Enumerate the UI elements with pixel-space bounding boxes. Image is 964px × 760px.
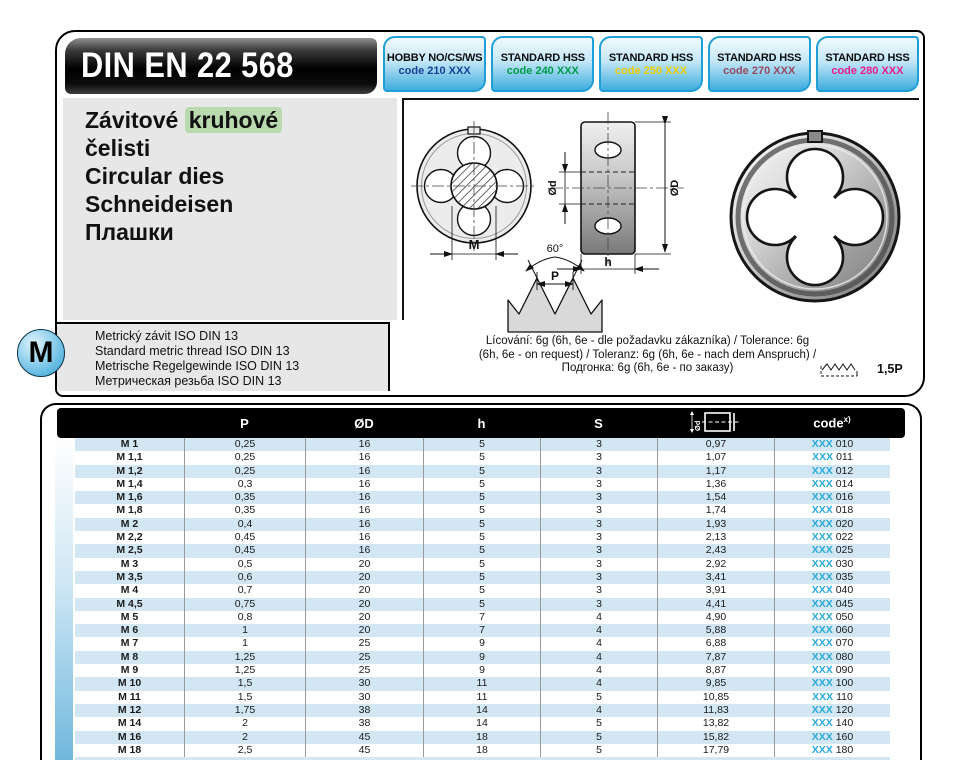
table-row: [75, 691, 890, 704]
tab-code: code 280 XXX: [831, 64, 904, 77]
code-prefix: XXX: [811, 610, 833, 623]
value-cell: 0,45: [184, 531, 305, 544]
code-cell: XXX 022: [774, 531, 890, 544]
code-prefix: XXX: [811, 597, 833, 610]
table-row: [75, 465, 890, 478]
tab-code: code 270 XXX: [723, 64, 796, 77]
code-cell: XXX 014: [774, 478, 890, 491]
value-cell: 9,85: [657, 677, 774, 690]
value-cell: 3: [540, 478, 657, 491]
value-cell: 0,35: [184, 504, 305, 517]
table-row: [75, 544, 890, 557]
value-cell: 4: [540, 611, 657, 624]
value-cell: 17,79: [657, 744, 774, 757]
value-cell: 4: [540, 637, 657, 650]
col-height: h: [477, 415, 486, 431]
value-cell: 5: [540, 744, 657, 757]
value-cell: 5: [423, 491, 540, 504]
value-cell: 20: [305, 571, 423, 584]
value-cell: 11: [423, 677, 540, 690]
value-cell: 2,43: [657, 544, 774, 557]
table-row: [75, 637, 890, 650]
code-prefix: XXX: [811, 664, 833, 677]
chamfer-value: 1,5P: [877, 362, 903, 376]
value-cell: 0,35: [184, 491, 305, 504]
product-tab: [383, 36, 486, 92]
code-cell: XXX 030: [774, 558, 890, 571]
code-prefix: XXX: [811, 637, 833, 650]
value-cell: 1,5: [184, 691, 305, 704]
panel-divider-vertical: [402, 98, 404, 320]
table-row: [75, 531, 890, 544]
value-cell: 4: [540, 624, 657, 637]
code-prefix: XXX: [811, 544, 833, 557]
col-pitch: P: [240, 415, 249, 431]
value-cell: 20: [305, 611, 423, 624]
value-cell: 25: [305, 637, 423, 650]
code-prefix: XXX: [811, 557, 833, 570]
tab-title: STANDARD HSS: [717, 51, 802, 64]
code-prefix: XXX: [811, 570, 833, 583]
code-prefix: XXX: [812, 690, 834, 703]
value-cell: 3: [540, 571, 657, 584]
code-cell: XXX 011: [774, 451, 890, 464]
svg-text:60°: 60°: [546, 243, 564, 255]
table-row: [75, 598, 890, 611]
value-cell: 2,13: [657, 531, 774, 544]
value-cell: 5: [423, 598, 540, 611]
value-cell: 18: [423, 731, 540, 744]
value-cell: 38: [305, 704, 423, 717]
product-tab: [491, 36, 594, 92]
value-cell: 7,87: [657, 651, 774, 664]
col-outer-diameter: ØD: [354, 415, 374, 431]
value-cell: 5: [423, 544, 540, 557]
value-cell: 13,82: [657, 717, 774, 730]
table-row: [75, 664, 890, 677]
value-cell: 1,36: [657, 478, 774, 491]
table-row: [75, 731, 890, 744]
value-cell: 0,75: [184, 598, 305, 611]
size-cell: M 1,6: [116, 491, 143, 504]
standard-line: Metrický závit ISO DIN 13: [95, 329, 239, 343]
tab-code: code 210 XXX: [398, 64, 471, 77]
svg-text:P: P: [550, 269, 560, 283]
value-cell: 11,83: [657, 704, 774, 717]
title-line-cz2: čelisti: [85, 135, 151, 161]
tolerance-line: Подгонка: 6g (6h, 6e - по заказу): [561, 362, 734, 374]
value-cell: 5: [423, 531, 540, 544]
value-cell: 20: [305, 584, 423, 597]
value-cell: 16: [305, 491, 423, 504]
value-cell: 5: [423, 558, 540, 571]
value-cell: 2: [184, 731, 305, 744]
code-cell: XXX 100: [774, 677, 890, 690]
value-cell: 4,90: [657, 611, 774, 624]
svg-text:ØD: ØD: [669, 179, 681, 197]
standard-line: Метрическая резьба ISO DIN 13: [95, 374, 282, 388]
value-cell: 30: [305, 691, 423, 704]
table-row: [75, 478, 890, 491]
code-cell: XXX 025: [774, 544, 890, 557]
code-prefix: XXX: [811, 531, 833, 544]
value-cell: 4: [540, 651, 657, 664]
value-cell: 1,25: [184, 664, 305, 677]
highlighted-word: kruhové: [185, 107, 282, 133]
code-cell: XXX 018: [774, 504, 890, 517]
value-cell: 16: [305, 465, 423, 478]
code-prefix: XXX: [811, 650, 833, 663]
value-cell: 4: [540, 664, 657, 677]
value-cell: 6,88: [657, 637, 774, 650]
value-cell: 14: [423, 704, 540, 717]
code-cell: XXX 120: [774, 704, 890, 717]
chamfer-length-icon: [817, 358, 865, 380]
code-prefix: XXX: [811, 584, 833, 597]
value-cell: 1,75: [184, 704, 305, 717]
value-cell: 16: [305, 518, 423, 531]
table-row: [75, 451, 890, 464]
value-cell: 1,93: [657, 518, 774, 531]
table-row: [75, 704, 890, 717]
table-row: [75, 651, 890, 664]
code-cell: XXX 050: [774, 611, 890, 624]
value-cell: 2: [184, 717, 305, 730]
value-cell: 5: [423, 571, 540, 584]
drill-diameter-icon: [688, 409, 744, 435]
title-line-ru: Плашки: [85, 219, 174, 245]
code-prefix: XXX: [811, 730, 833, 743]
code-cell: XXX 060: [774, 624, 890, 637]
value-cell: 0,45: [184, 544, 305, 557]
value-cell: 0,97: [657, 438, 774, 451]
value-cell: 3: [540, 451, 657, 464]
value-cell: 25: [305, 651, 423, 664]
table-row: [75, 491, 890, 504]
tab-title: STANDARD HSS: [500, 51, 585, 64]
code-cell: XXX 016: [774, 491, 890, 504]
code-cell: XXX 080: [774, 651, 890, 664]
value-cell: 16: [305, 531, 423, 544]
col-code: code$^{x)}$: [813, 415, 851, 431]
value-cell: 20: [305, 558, 423, 571]
code-cell: XXX 160: [774, 731, 890, 744]
value-cell: 1: [184, 637, 305, 650]
value-cell: 3: [540, 558, 657, 571]
value-cell: 2,92: [657, 558, 774, 571]
code-cell: XXX 045: [774, 598, 890, 611]
value-cell: 10,85: [657, 691, 774, 704]
size-cell: M 1: [120, 438, 139, 450]
value-cell: 16: [305, 478, 423, 491]
dimensions-table: [40, 403, 922, 760]
value-cell: 0,4: [184, 518, 305, 531]
code-prefix: XXX: [811, 438, 833, 450]
value-cell: 4: [540, 704, 657, 717]
value-cell: 14: [423, 717, 540, 730]
value-cell: 11: [423, 691, 540, 704]
value-cell: 16: [305, 544, 423, 557]
die-illustration: [718, 122, 913, 307]
value-cell: 9: [423, 637, 540, 650]
value-cell: 3: [540, 598, 657, 611]
tolerance-line: (6h, 6e - on request) / Toleranz: 6g (6h, 6e - nach dem Anspruch) /: [478, 348, 817, 361]
table-row: [75, 677, 890, 690]
size-cell: M 18: [117, 743, 142, 756]
value-cell: 5: [540, 717, 657, 730]
code-cell: XXX 110: [774, 691, 890, 704]
thread-profile-drawing: [488, 240, 625, 335]
value-cell: 3: [540, 491, 657, 504]
value-cell: 5,88: [657, 624, 774, 637]
value-cell: 18: [423, 744, 540, 757]
value-cell: 0,7: [184, 584, 305, 597]
size-cell: M 3: [120, 557, 139, 570]
value-cell: 38: [305, 717, 423, 730]
code-cell: XXX 012: [774, 465, 890, 478]
size-cell: M 1,8: [116, 504, 143, 517]
value-cell: 0,6: [184, 571, 305, 584]
code-cell: XXX 140: [774, 717, 890, 730]
tab-title: STANDARD HSS: [608, 51, 694, 64]
value-cell: 0,3: [184, 478, 305, 491]
value-cell: 20: [305, 598, 423, 611]
table-left-accent: [55, 438, 73, 760]
size-cell: M 8: [120, 650, 139, 663]
table-row: [75, 611, 890, 624]
title-line-cz: Závitové kruhové: [85, 106, 397, 134]
value-cell: 3: [540, 584, 657, 597]
value-cell: 1,74: [657, 504, 774, 517]
value-cell: 5: [423, 465, 540, 478]
thread-standards: [57, 322, 390, 391]
value-cell: 3: [540, 544, 657, 557]
code-prefix: XXX: [811, 491, 833, 504]
col-drill-diameter: [657, 409, 774, 438]
code-prefix: XXX: [811, 677, 833, 690]
value-cell: 2,5: [184, 744, 305, 757]
size-cell: M 6: [120, 624, 139, 637]
code-cell: XXX 020: [774, 518, 890, 531]
value-cell: 5: [423, 438, 540, 451]
value-cell: 9: [423, 651, 540, 664]
table-header: [57, 408, 905, 438]
value-cell: 30: [305, 677, 423, 690]
size-cell: M 2,5: [116, 544, 143, 557]
value-cell: 0,25: [184, 451, 305, 464]
metric-thread-badge: M: [17, 329, 65, 377]
table-row: [75, 584, 890, 597]
standard-line: Standard metric thread ISO DIN 13: [95, 344, 290, 358]
size-cell: M 4: [120, 584, 139, 597]
product-tab: [708, 36, 811, 92]
table-row: [75, 438, 890, 451]
value-cell: 1,25: [184, 651, 305, 664]
code-prefix: XXX: [812, 451, 834, 464]
table-row: [75, 558, 890, 571]
code-prefix: XXX: [811, 477, 833, 490]
size-cell: M 3,5: [116, 570, 143, 583]
chamfer-spec: [817, 358, 903, 380]
value-cell: 7: [423, 624, 540, 637]
code-cell: XXX 090: [774, 664, 890, 677]
product-tab: [816, 36, 919, 92]
code-prefix: XXX: [811, 517, 833, 530]
title-line-en: Circular dies: [85, 163, 225, 189]
table-row: [75, 518, 890, 531]
code-prefix: XXX: [811, 743, 833, 756]
table-rows: [75, 438, 890, 760]
svg-text:M: M: [468, 237, 480, 252]
svg-text:h: h: [604, 255, 612, 269]
value-cell: 4,41: [657, 598, 774, 611]
value-cell: 8,87: [657, 664, 774, 677]
code-prefix: XXX: [811, 624, 833, 637]
size-cell: M 5: [120, 610, 139, 623]
din-standard-title: [65, 38, 377, 94]
value-cell: 0,25: [184, 465, 305, 478]
panel-divider-horizontal: [402, 98, 919, 100]
value-cell: 1,17: [657, 465, 774, 478]
value-cell: 5: [423, 518, 540, 531]
tolerance-line: Lícování: 6g (6h, 6e - dle požadavku zákazníka) / Tolerance: 6g: [485, 335, 810, 347]
product-tab: [599, 36, 702, 92]
size-cell: M 2,2: [116, 531, 143, 544]
value-cell: 5: [540, 731, 657, 744]
title-line-de: Schneideisen: [85, 191, 234, 217]
code-prefix: XXX: [811, 703, 833, 716]
value-cell: 20: [305, 624, 423, 637]
tab-title: HOBBY NO/CS/WS: [386, 51, 483, 64]
title-panel: [63, 98, 397, 320]
svg-text:Ød: Ød: [547, 180, 559, 196]
value-cell: 1,54: [657, 491, 774, 504]
value-cell: 5: [423, 504, 540, 517]
value-cell: 15,82: [657, 731, 774, 744]
col-s: S: [594, 415, 603, 431]
size-cell: M 11: [118, 690, 141, 703]
code-prefix: XXX: [811, 464, 833, 477]
code-cell: XXX 180: [774, 744, 890, 757]
value-cell: 16: [305, 451, 423, 464]
table-row: [75, 717, 890, 730]
tab-title: STANDARD HSS: [825, 51, 910, 64]
value-cell: 0,25: [184, 438, 305, 451]
table-row: [75, 571, 890, 584]
value-cell: 0,5: [184, 558, 305, 571]
table-row: [75, 504, 890, 517]
size-cell: M 14: [117, 717, 142, 730]
code-cell: XXX 035: [774, 571, 890, 584]
tab-code: code 250 XXX: [614, 64, 688, 77]
tab-code: code 240 XXX: [506, 64, 579, 77]
value-cell: 1,5: [184, 677, 305, 690]
value-cell: 0,8: [184, 611, 305, 624]
size-cell: M 4,5: [116, 597, 143, 610]
value-cell: 9: [423, 664, 540, 677]
size-cell: M 16: [117, 730, 142, 743]
value-cell: 16: [305, 438, 423, 451]
svg-text:Ød: Ød: [692, 420, 702, 431]
size-cell: M 10: [117, 677, 142, 690]
value-cell: 3: [540, 504, 657, 517]
value-cell: 16: [305, 504, 423, 517]
code-prefix: XXX: [811, 504, 833, 517]
standard-line: Metrische Regelgewinde ISO DIN 13: [95, 359, 300, 373]
value-cell: 5: [540, 691, 657, 704]
value-cell: 45: [305, 731, 423, 744]
value-cell: 3: [540, 438, 657, 451]
size-cell: M 1,1: [116, 451, 143, 464]
code-prefix: XXX: [811, 717, 833, 730]
value-cell: 1,07: [657, 451, 774, 464]
size-cell: M 2: [120, 517, 139, 530]
table-row: [75, 744, 890, 757]
value-cell: 3,41: [657, 571, 774, 584]
size-cell: M 7: [120, 637, 139, 650]
size-cell: M 1,4: [116, 477, 143, 490]
value-cell: 3: [540, 465, 657, 478]
value-cell: 45: [305, 744, 423, 757]
value-cell: 5: [423, 451, 540, 464]
value-cell: 3: [540, 531, 657, 544]
code-cell: XXX 070: [774, 637, 890, 650]
value-cell: 4: [540, 677, 657, 690]
size-cell: M 9: [120, 664, 139, 677]
header-panel: [55, 30, 925, 397]
size-cell: M 12: [117, 703, 142, 716]
value-cell: 7: [423, 611, 540, 624]
value-cell: 25: [305, 664, 423, 677]
value-cell: 1: [184, 624, 305, 637]
value-cell: 3,91: [657, 584, 774, 597]
product-tabs: [383, 36, 919, 92]
value-cell: 5: [423, 584, 540, 597]
code-cell: XXX 040: [774, 584, 890, 597]
size-cell: M 1,2: [116, 464, 143, 477]
din-standard-label: DIN EN 22 568: [81, 46, 294, 85]
code-cell: XXX 010: [774, 438, 890, 451]
table-row: [75, 624, 890, 637]
value-cell: 5: [423, 478, 540, 491]
value-cell: 3: [540, 518, 657, 531]
